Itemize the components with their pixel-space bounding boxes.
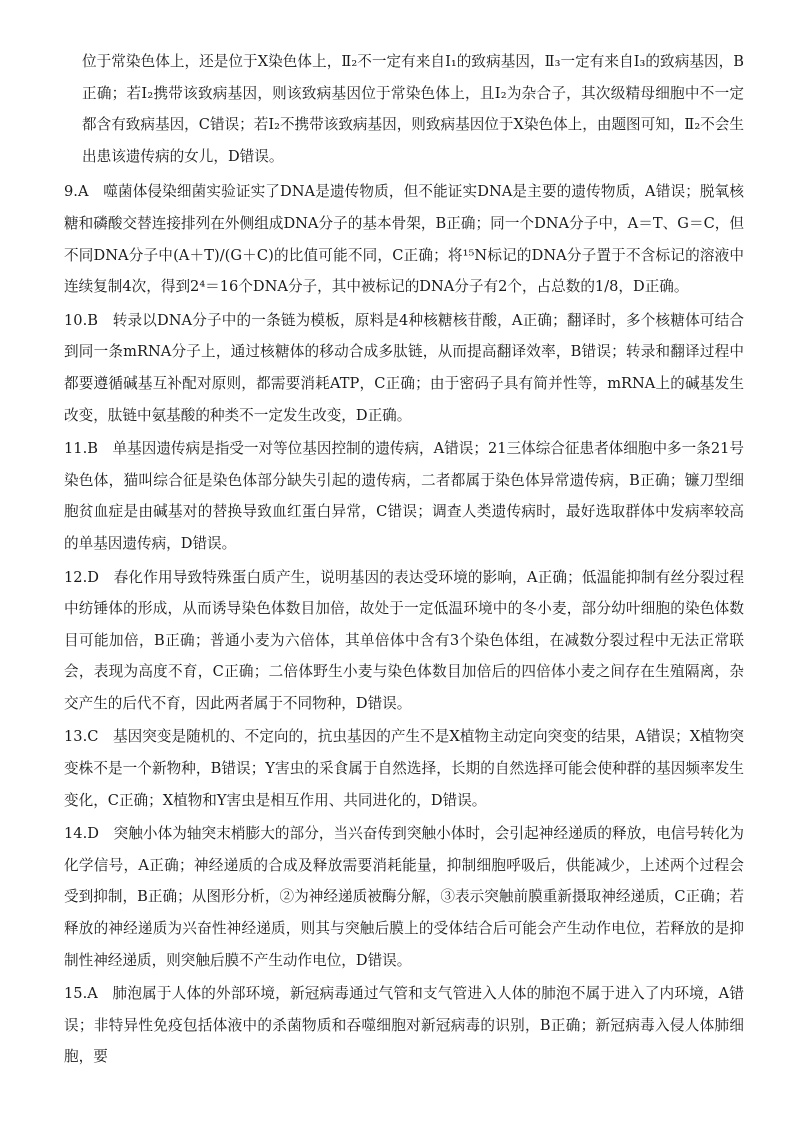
item-number: 15. xyxy=(64,985,88,1003)
answer-item-13 xyxy=(64,721,744,816)
item-number: 12. xyxy=(64,568,88,586)
answer-text: 14.D 突触小体为轴突末梢膨大的部分，当兴奋传到突触小体时，会引起神经递质的释放，电信号转化为化学信号，A正确；神经递质的合成及释放需要消耗能量，抑制细胞呼吸后，供能减少，上述两个过程会受到抑制，B正确；从图形分析，②为神经递质被酶分解，③表示突触前膜重新摄取神经递质，C正确；若释放的神经递质为兴奋性神经递质，则其与突触后膜上的受体结合后可能会产生动作电位，若释放的是抑制性神经递质，则突触后膜不产生动作电位，D错误。 xyxy=(64,825,744,969)
answer-text: 15.A 肺泡属于人体的外部环境，新冠病毒通过气管和支气管进入人体的肺泡不属于进入了内环境，A错误；非特异性免疫包括体液中的杀菌物质和吞噬细胞对新冠病毒的识别，B正确；新冠病毒入侵人体肺细胞，要 xyxy=(64,985,744,1066)
answer-text: 10.B 转录以DNA分子中的一条链为模板，原料是4种核糖核苷酸，A正确；翻译时，多个核糖体可结合到同一条mRNA分子上，通过核糖体的移动合成多肽链，从而提高翻译效率，B错误；转录和翻译过程中都要遵循碱基互补配对原则，都需要消耗ATP，C正确；由于密码子具有简并性等，mRNA上的碱基发生改变，肽链中氨基酸的种类不一定发生改变，D正确。 xyxy=(64,311,744,424)
answer-text: 12.D 春化作用导致特殊蛋白质产生，说明基因的表达受环境的影响，A正确；低温能抑制有丝分裂过程中纺锤体的形成，从而诱导染色体数目加倍，故处于一定低温环境中的冬小麦，部分幼叶细胞的染色体数目可能加倍，B正确；普通小麦为六倍体，其单倍体中含有3个染色体组，在减数分裂过程中无法正常联会，表现为高度不育，C正确；二倍体野生小麦与染色体数目加倍后的四倍体小麦之间存在生殖隔离，杂交产生的后代不育，因此两者属于不同物种，D错误。 xyxy=(64,568,744,712)
answer-item-14 xyxy=(64,818,744,976)
item-answer: A xyxy=(77,183,89,201)
item-number: 11. xyxy=(64,440,88,458)
answer-item-9 xyxy=(64,176,744,302)
item-number: 9. xyxy=(64,183,78,201)
item-answer: B xyxy=(87,311,98,329)
item-answer: A xyxy=(87,985,98,1003)
item-answer: D xyxy=(87,568,99,586)
item-answer: C xyxy=(87,728,99,746)
answer-text: 11.B 单基因遗传病是指受一对等位基因控制的遗传病，A错误；21三体综合征患者体细胞中多一条21号染色体，猫叫综合征是染色体部分缺失引起的遗传病，二者都属于染色体异常遗传病，B正确；镰刀型细胞贫血症是由碱基对的替换导致血红蛋白异常，C错误；调查人类遗传病时，最好选取群体中发病率较高的单基因遗传病，D错误。 xyxy=(64,440,744,552)
answer-item-11 xyxy=(64,433,744,559)
item-answer: D xyxy=(87,825,99,843)
item-number: 10. xyxy=(64,311,88,329)
answer-item-12 xyxy=(64,562,744,720)
continuation-block xyxy=(64,46,744,172)
answer-text: 13.C 基因突变是随机的、不定向的，抗虫基因的产生不是X植物主动定向突变的结果，A错误；X植物突变株不是一个新物种，B错误；Y害虫的采食属于自然选择，长期的自然选择可能会使种群的基因频率发生变化，C正确；X植物和Y害虫是相互作用、共同进化的，D错误。 xyxy=(64,728,744,809)
continuation-text: 位于常染色体上，还是位于X染色体上，Ⅱ₂不一定有来自Ⅰ₁的致病基因，Ⅱ₃一定有来自Ⅰ₃的致病基因，B正确；若Ⅰ₂携带该致病基因，则该致病基因位于常染色体上，且Ⅰ₂为杂合子，其次级精母细胞中不一定都含有致病基因，C错误；若Ⅰ₂不携带该致病基因，则致病基因位于X染色体上，由题图可知，Ⅱ₂不会生出患该遗传病的女儿，D错误。 xyxy=(82,53,744,165)
answer-item-10 xyxy=(64,305,744,431)
item-number: 14. xyxy=(64,825,88,843)
answer-item-15 xyxy=(64,978,744,1073)
item-answer: B xyxy=(87,440,98,458)
answer-text: 9.A 噬菌体侵染细菌实验证实了DNA是遗传物质，但不能证实DNA是主要的遗传物质，A错误；脱氧核糖和磷酸交替连接排列在外侧组成DNA分子的基本骨架，B正确；同一个DNA分子中，A＝T、G＝C，但不同DNA分子中(A＋T)/(G＋C)的比值可能不同，C正确；将¹⁵N标记的DNA分子置于不含标记的溶液中连续复制4次，得到2⁴＝16个DNA分子，其中被标记的DNA分子有2个，占总数的1/8，D正确。 xyxy=(64,183,744,296)
item-number: 13. xyxy=(64,728,88,746)
